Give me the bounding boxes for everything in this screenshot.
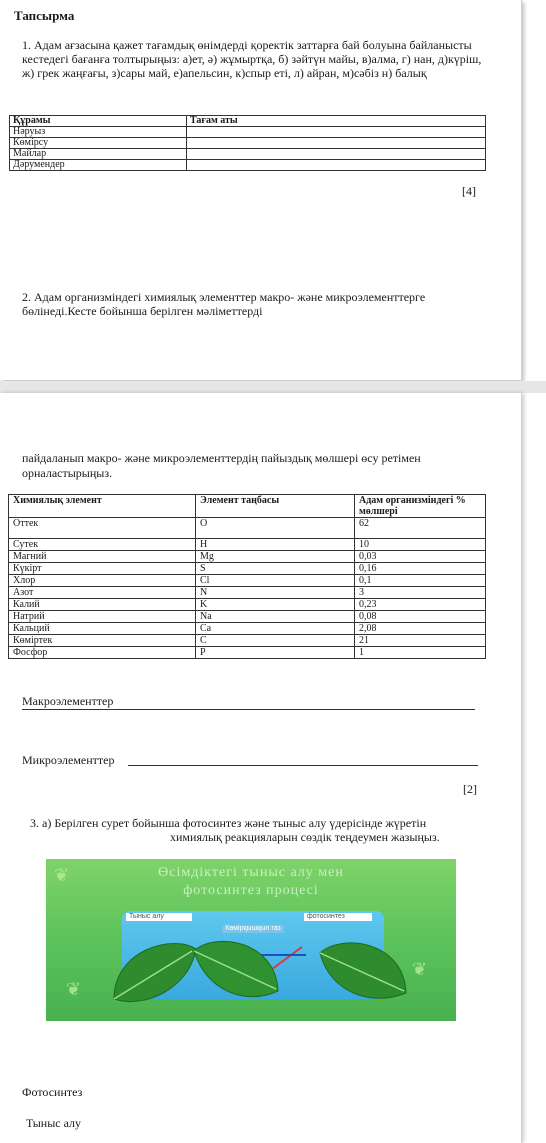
figure-title-line-1: Өсімдіктегі тыныс алу мен [158, 865, 344, 880]
nutrients-table [9, 115, 486, 171]
score-mark: [4] [462, 184, 476, 198]
question-3-line-1: 3. а) Берілген сурет бойынша фотосинтез және тыныс алу үдерісінде жүретін [30, 816, 427, 830]
respiration-label: Тыныс алу [26, 1116, 82, 1130]
leaf-right-icon [312, 931, 412, 1011]
table-row [9, 635, 486, 647]
food-answer-cell[interactable] [187, 149, 486, 160]
elements-table [8, 494, 486, 659]
column-header-composition: Құрамы [10, 116, 187, 127]
column-header-symbol: Элемент таңбасы [196, 495, 355, 518]
column-header-food-name: Тағам аты [187, 116, 486, 127]
element-name: Азот [9, 587, 196, 599]
element-name: Оттек [9, 518, 196, 539]
table-row [9, 563, 486, 575]
page-gap [0, 381, 546, 393]
photosynthesis-tag: фотосинтез [304, 913, 372, 921]
table-header-row [10, 116, 486, 127]
element-symbol: N [196, 587, 355, 599]
element-name: Көміртек [9, 635, 196, 647]
question-3-line-2: химиялық реакцияларын сөздік теңдеумен жазыңыз. [170, 830, 440, 844]
table-row [10, 160, 486, 171]
element-name: Калий [9, 599, 196, 611]
element-name: Сутек [9, 539, 196, 551]
table-row [10, 138, 486, 149]
table-row [9, 623, 486, 635]
table-row [9, 518, 486, 539]
microelements-label: Микроэлементтер [22, 753, 115, 767]
element-percent: 0,16 [355, 563, 486, 575]
element-name: Кальций [9, 623, 196, 635]
food-answer-cell[interactable] [187, 160, 486, 171]
table-row [9, 575, 486, 587]
macroelements-label: Макроэлементтер [22, 694, 114, 708]
element-percent: 2,08 [355, 623, 486, 635]
photosynthesis-label: Фотосинтез [22, 1085, 83, 1099]
element-symbol: C [196, 635, 355, 647]
table-row [9, 539, 486, 551]
element-name: Хлор [9, 575, 196, 587]
element-symbol: K [196, 599, 355, 611]
element-name: Магний [9, 551, 196, 563]
element-symbol: Cl [196, 575, 355, 587]
co2-tag: Көмірқышқыл газ [222, 925, 284, 933]
nutrient-cell: Нәруыз [10, 127, 187, 138]
butterfly-icon: ❦ [54, 865, 70, 885]
element-symbol: Ca [196, 623, 355, 635]
figure-title-line-2: фотосинтез процесі [183, 883, 319, 898]
table-row [10, 127, 486, 138]
element-percent: 0,08 [355, 611, 486, 623]
nutrient-cell: Дәрумендер [10, 160, 187, 171]
food-answer-cell[interactable] [187, 127, 486, 138]
table-row [9, 587, 486, 599]
page-1 [0, 0, 522, 380]
nutrient-cell: Майлар [10, 149, 187, 160]
question-1-text: 1. Адам ағзасына қажет тағамдық өнімдерді қоректік заттарға бай болуына байланысты кестедегі бағанға толтырыңыз: а)ет, ә) жұмыртқа, б) зәйтүн майы, в)алма, г) нан, д)күріш, ж) грек жаңғағы, з)сары май, е)апельсин, к)спыр еті, л) айран, м)сәбіз н) балық [22, 38, 482, 80]
microelements-answer-line[interactable] [128, 755, 478, 766]
food-answer-cell[interactable] [187, 138, 486, 149]
element-percent: 0,23 [355, 599, 486, 611]
element-percent: 0,03 [355, 551, 486, 563]
element-percent: 62 [355, 518, 486, 539]
question-2-text: 2. Адам организміндегі химиялық элементтер макро- және микроэлементтерге бөлінеді.Кесте бойынша берілген мәліметтерді [22, 290, 426, 318]
element-percent: 1 [355, 647, 486, 659]
table-row [9, 647, 486, 659]
column-header-percent: Адам организміндегі % мөлшері [355, 495, 486, 518]
photosynthesis-respiration-figure [46, 859, 456, 1021]
task-heading: Тапсырма [14, 8, 75, 23]
element-name: Фосфор [9, 647, 196, 659]
leaf-center-icon [186, 931, 286, 1011]
table-row [9, 551, 486, 563]
butterfly-icon: ❦ [66, 979, 82, 999]
page-2 [0, 393, 522, 1143]
question-3-text [30, 816, 482, 844]
table-row [9, 611, 486, 623]
element-symbol: Н [196, 539, 355, 551]
element-percent: 0,1 [355, 575, 486, 587]
question-2-continuation: пайдаланып макро- және микроэлементтердің пайыздық мөлшері өсу ретімен орналастырыңыз. [22, 451, 421, 480]
element-symbol: P [196, 647, 355, 659]
element-name: Күкірт [9, 563, 196, 575]
element-percent: 10 [355, 539, 486, 551]
element-name: Натрий [9, 611, 196, 623]
element-percent: 21 [355, 635, 486, 647]
table-row [10, 149, 486, 160]
nutrient-cell: Көмірсу [10, 138, 187, 149]
column-header-element: Химиялық элемент [9, 495, 196, 518]
respiration-tag: Тыныс алу [126, 913, 192, 921]
table-header-row [9, 495, 486, 518]
element-symbol: Na [196, 611, 355, 623]
element-percent: 3 [355, 587, 486, 599]
table-row [9, 599, 486, 611]
butterfly-icon: ❦ [412, 959, 428, 979]
element-symbol: Mg [196, 551, 355, 563]
element-symbol: О [196, 518, 355, 539]
macroelements-answer-line[interactable] [22, 709, 475, 710]
element-symbol: S [196, 563, 355, 575]
score-mark: [2] [463, 782, 477, 796]
